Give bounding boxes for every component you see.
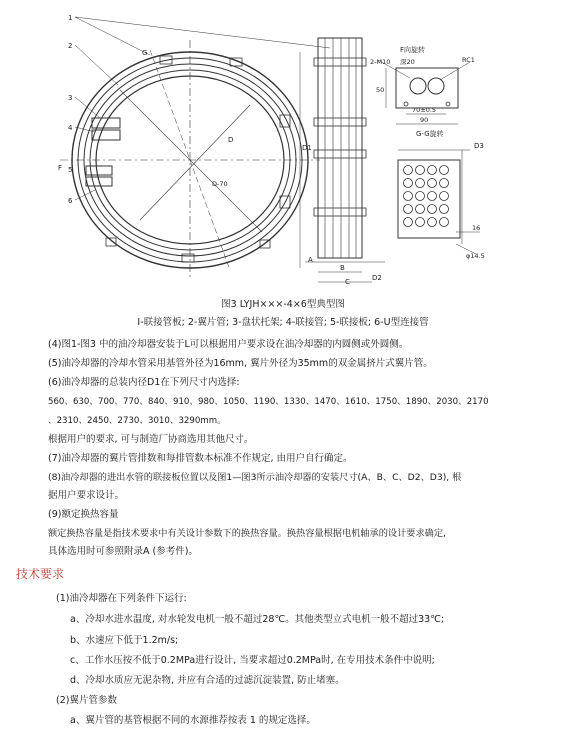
label-a: A (308, 256, 313, 264)
tech-item-d: d、冷却水质应无泥杂物, 并应有合适的过滤沉淀装置, 防止堵塞。 (70, 675, 345, 686)
label-dim-16: 16 (472, 224, 481, 232)
tech-section-1: (1)油冷却器在下列条件下运行: (56, 593, 187, 604)
label-f-rotate: F向旋转 (400, 46, 426, 54)
figure-caption-title: 图3 LYJH×××-4×6型典型图 (221, 299, 345, 310)
g-g-section-view (398, 150, 480, 254)
tech-item-a: a、冷却水进水温度, 对水轮发电机一般不超过28℃。其他类型立式电机一般不超过33℃; (70, 614, 445, 625)
tech-section-2-item-a: a、翼片管的基管根据不同的水源推荐按表 1 的规定选择。 (70, 715, 316, 726)
label-d-70: D-70 (212, 180, 228, 188)
label-rc1: RC1 (462, 56, 475, 64)
tech-item-c: c、工作水压按不低于0.2MPa进行设计, 当要求超过0.2MPa时, 在专用技术条件中说明; (70, 655, 435, 666)
tech-item-b: b、水速应下低于1.2m/s; (70, 635, 179, 646)
para-7: (7)油冷却器的翼片管排数和每排管数本标准不作规定, 由用户自行确定。 (48, 453, 353, 464)
label-dim-50: 50 (376, 86, 385, 94)
para-9-line1: 额定换热容量是指技术要求中有关设计参数下的换热容量。换热容量根据电机轴承的设计要求确定, (48, 528, 446, 539)
para-6-note: 根据用户的要求, 可与制造厂协商选用其他尺寸。 (48, 434, 254, 445)
part-number-3: 3 (68, 94, 73, 102)
part-number-1: 1 (68, 14, 73, 22)
label-d: D (228, 136, 234, 144)
figure-caption-legend: I-联接管板; 2-翼片管; 3-盘状托架; 4-联接管; 5-联接板; 6-U型连接管 (137, 317, 429, 328)
para-9: (9)额定换热容量 (48, 509, 119, 520)
label-dim-90: 90 (420, 116, 429, 124)
para-6: (6)油冷却器的总装内径D1在下列尺寸内选择: (48, 377, 240, 388)
label-d3: D3 (474, 142, 484, 150)
label-depth: 深20 (400, 58, 415, 66)
label-dim-70: 70±0.5 (412, 106, 437, 114)
label-b: B (340, 264, 345, 272)
tech-section-2: (2)翼片管参数 (56, 695, 117, 706)
typical-drawing-figure (0, 0, 566, 312)
f-direction-detail (378, 60, 470, 124)
part-number-6: 6 (68, 197, 73, 205)
label-2-m10: 2-M10 (370, 58, 391, 66)
label-d1: D1 (302, 144, 312, 152)
part-number-2: 2 (68, 42, 73, 50)
label-phi-14-5: φ14.5 (466, 252, 485, 260)
label-d2: D2 (372, 274, 382, 282)
label-g-top: G (142, 49, 148, 57)
para-6-sizes-line1: 560、630、700、770、840、910、980、1050、1190、1330、1470、1610、1750、1890、2030、2170 (48, 397, 489, 407)
part-number-4: 4 (68, 124, 73, 132)
para-6-sizes-line2: 、2310、2450、2730、3010、3290mm。 (48, 416, 226, 426)
ring-cooler-drawing (60, 17, 330, 280)
label-c: C (345, 278, 350, 286)
tech-requirements-heading: 技术要求 (16, 567, 65, 581)
para-8-line1: (8)油冷却器的进出水管的联接板位置以及图1—图3所示油冷却器的安装尺寸(A、B、C、D2、D3), 根 (48, 472, 462, 483)
para-4: (4)图1-图3 中的油冷却器安装于L可以根据用户要求设在油冷却器的内圆侧或外圆侧。 (48, 339, 409, 350)
label-gg-rotate: G-G旋转 (416, 130, 444, 138)
part-number-5: 5 (68, 166, 73, 174)
para-9-line2: 具体选用时可参照附录A (参考件)。 (48, 546, 198, 557)
para-8-line2: 据用户要求设计。 (48, 490, 125, 501)
para-5: (5)油冷却器的冷却水管采用基管外径为16mm, 翼片外径为35mm的双金属挤片式翼片管。 (48, 358, 433, 369)
label-f: F (58, 164, 63, 172)
